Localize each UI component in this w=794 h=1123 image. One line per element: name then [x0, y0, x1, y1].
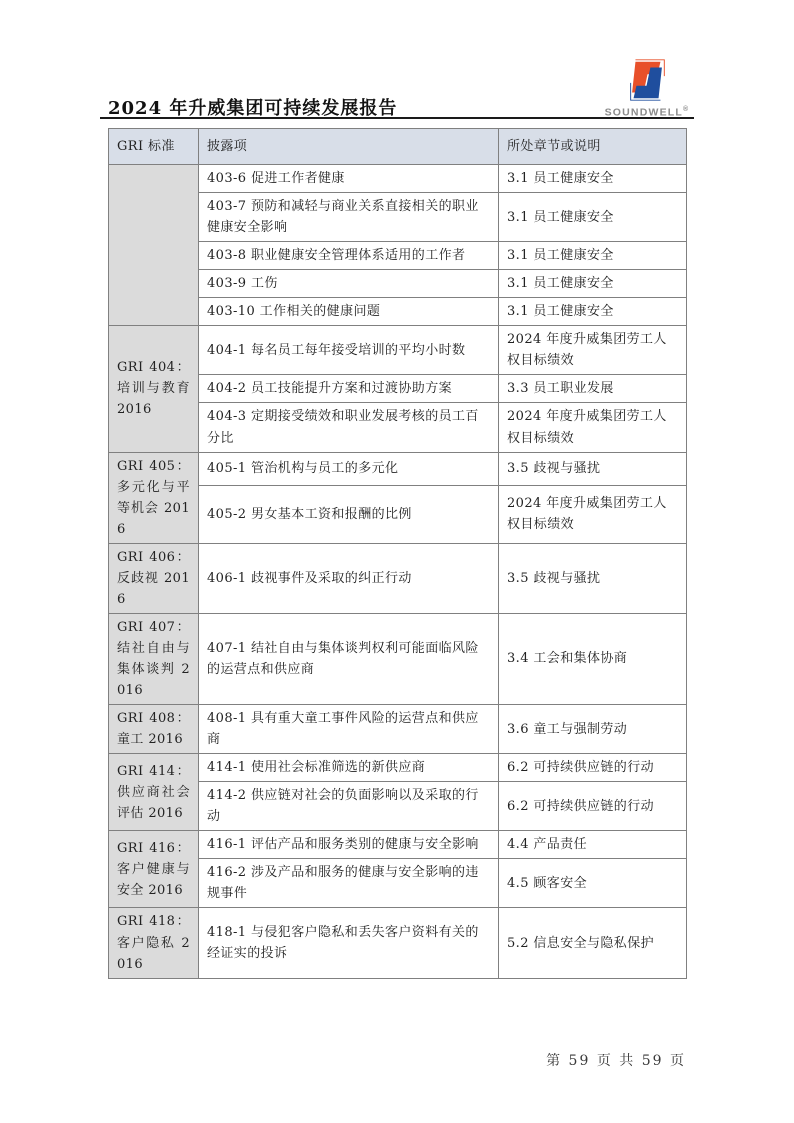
table-row — [109, 326, 687, 375]
table-row — [109, 543, 687, 613]
gri-standard-cell: GRI 405：多元化与平等机会 2016 — [109, 452, 199, 543]
disclosure-cell: 414-2 供应链对社会的负面影响以及采取的行动 — [199, 782, 499, 831]
header-divider — [100, 117, 694, 119]
chapter-cell: 2024 年度升威集团劳工人权目标绩效 — [499, 485, 687, 543]
chapter-cell: 3.1 员工健康安全 — [499, 242, 687, 270]
disclosure-cell: 406-1 歧视事件及采取的纠正行动 — [199, 543, 499, 613]
registered-trademark: ® — [683, 106, 690, 113]
gri-standard-cell: GRI 408：童工 2016 — [109, 705, 199, 754]
gri-content-index-table — [108, 128, 687, 979]
disclosure-cell: 414-1 使用社会标准筛选的新供应商 — [199, 754, 499, 782]
chapter-cell: 2024 年度升威集团劳工人权目标绩效 — [499, 326, 687, 375]
chapter-cell: 3.6 童工与强制劳动 — [499, 705, 687, 754]
chapter-cell: 3.1 员工健康安全 — [499, 298, 687, 326]
chapter-cell: 5.2 信息安全与隐私保护 — [499, 908, 687, 978]
disclosure-cell: 407-1 结社自由与集体谈判权利可能面临风险的运营点和供应商 — [199, 613, 499, 704]
disclosure-cell: 405-2 男女基本工资和报酬的比例 — [199, 485, 499, 543]
gri-standard-cell — [109, 165, 199, 326]
chapter-cell: 3.5 歧视与骚扰 — [499, 543, 687, 613]
disclosure-cell: 404-1 每名员工每年接受培训的平均小时数 — [199, 326, 499, 375]
gri-standard-cell: GRI 414：供应商社会评估 2016 — [109, 754, 199, 831]
table-row — [109, 705, 687, 754]
column-header-gri-standard: GRI 标准 — [109, 129, 199, 165]
disclosure-cell: 404-3 定期接受绩效和职业发展考核的员工百分比 — [199, 403, 499, 452]
table-row — [109, 831, 687, 859]
gri-standard-cell: GRI 404：培训与教育 2016 — [109, 326, 199, 452]
chapter-cell: 3.3 员工职业发展 — [499, 375, 687, 403]
soundwell-logo-mark-icon — [597, 56, 697, 104]
table-row — [109, 908, 687, 978]
disclosure-cell: 403-7 预防和减轻与商业关系直接相关的职业健康安全影响 — [199, 193, 499, 242]
chapter-cell: 6.2 可持续供应链的行动 — [499, 782, 687, 831]
disclosure-cell: 403-6 促进工作者健康 — [199, 165, 499, 193]
disclosure-cell: 403-10 工作相关的健康问题 — [199, 298, 499, 326]
gri-standard-cell: GRI 418：客户隐私 2016 — [109, 908, 199, 978]
chapter-cell: 6.2 可持续供应链的行动 — [499, 754, 687, 782]
soundwell-logo-text: SOUNDWELL® — [604, 106, 690, 119]
table-row — [109, 452, 687, 485]
gri-table-body — [109, 165, 687, 979]
chapter-cell: 4.5 顾客安全 — [499, 859, 687, 908]
chapter-cell: 3.4 工会和集体协商 — [499, 613, 687, 704]
chapter-cell: 3.1 员工健康安全 — [499, 193, 687, 242]
disclosure-cell: 416-2 涉及产品和服务的健康与安全影响的违规事件 — [199, 859, 499, 908]
table-row — [109, 613, 687, 704]
disclosure-cell: 418-1 与侵犯客户隐私和丢失客户资料有关的经证实的投诉 — [199, 908, 499, 978]
disclosure-cell: 408-1 具有重大童工事件风险的运营点和供应商 — [199, 705, 499, 754]
disclosure-cell: 403-9 工伤 — [199, 270, 499, 298]
disclosure-cell: 404-2 员工技能提升方案和过渡协助方案 — [199, 375, 499, 403]
column-header-chapter: 所处章节或说明 — [499, 129, 687, 165]
table-row — [109, 754, 687, 782]
gri-standard-cell: GRI 406：反歧视 2016 — [109, 543, 199, 613]
gri-standard-cell: GRI 416：客户健康与安全 2016 — [109, 831, 199, 908]
page-title: 2024 年升威集团可持续发展报告 — [108, 98, 398, 119]
table-row — [109, 165, 687, 193]
soundwell-logo — [597, 56, 697, 119]
table-header-row — [109, 129, 687, 165]
chapter-cell: 2024 年度升威集团劳工人权目标绩效 — [499, 403, 687, 452]
chapter-cell: 3.1 员工健康安全 — [499, 270, 687, 298]
page-number: 第 59 页 共 59 页 — [546, 1053, 686, 1069]
disclosure-cell: 416-1 评估产品和服务类别的健康与安全影响 — [199, 831, 499, 859]
chapter-cell: 4.4 产品责任 — [499, 831, 687, 859]
chapter-cell: 3.5 歧视与骚扰 — [499, 452, 687, 485]
column-header-disclosure: 披露项 — [199, 129, 499, 165]
disclosure-cell: 403-8 职业健康安全管理体系适用的工作者 — [199, 242, 499, 270]
disclosure-cell: 405-1 管治机构与员工的多元化 — [199, 452, 499, 485]
gri-standard-cell: GRI 407：结社自由与集体谈判 2016 — [109, 613, 199, 704]
chapter-cell: 3.1 员工健康安全 — [499, 165, 687, 193]
